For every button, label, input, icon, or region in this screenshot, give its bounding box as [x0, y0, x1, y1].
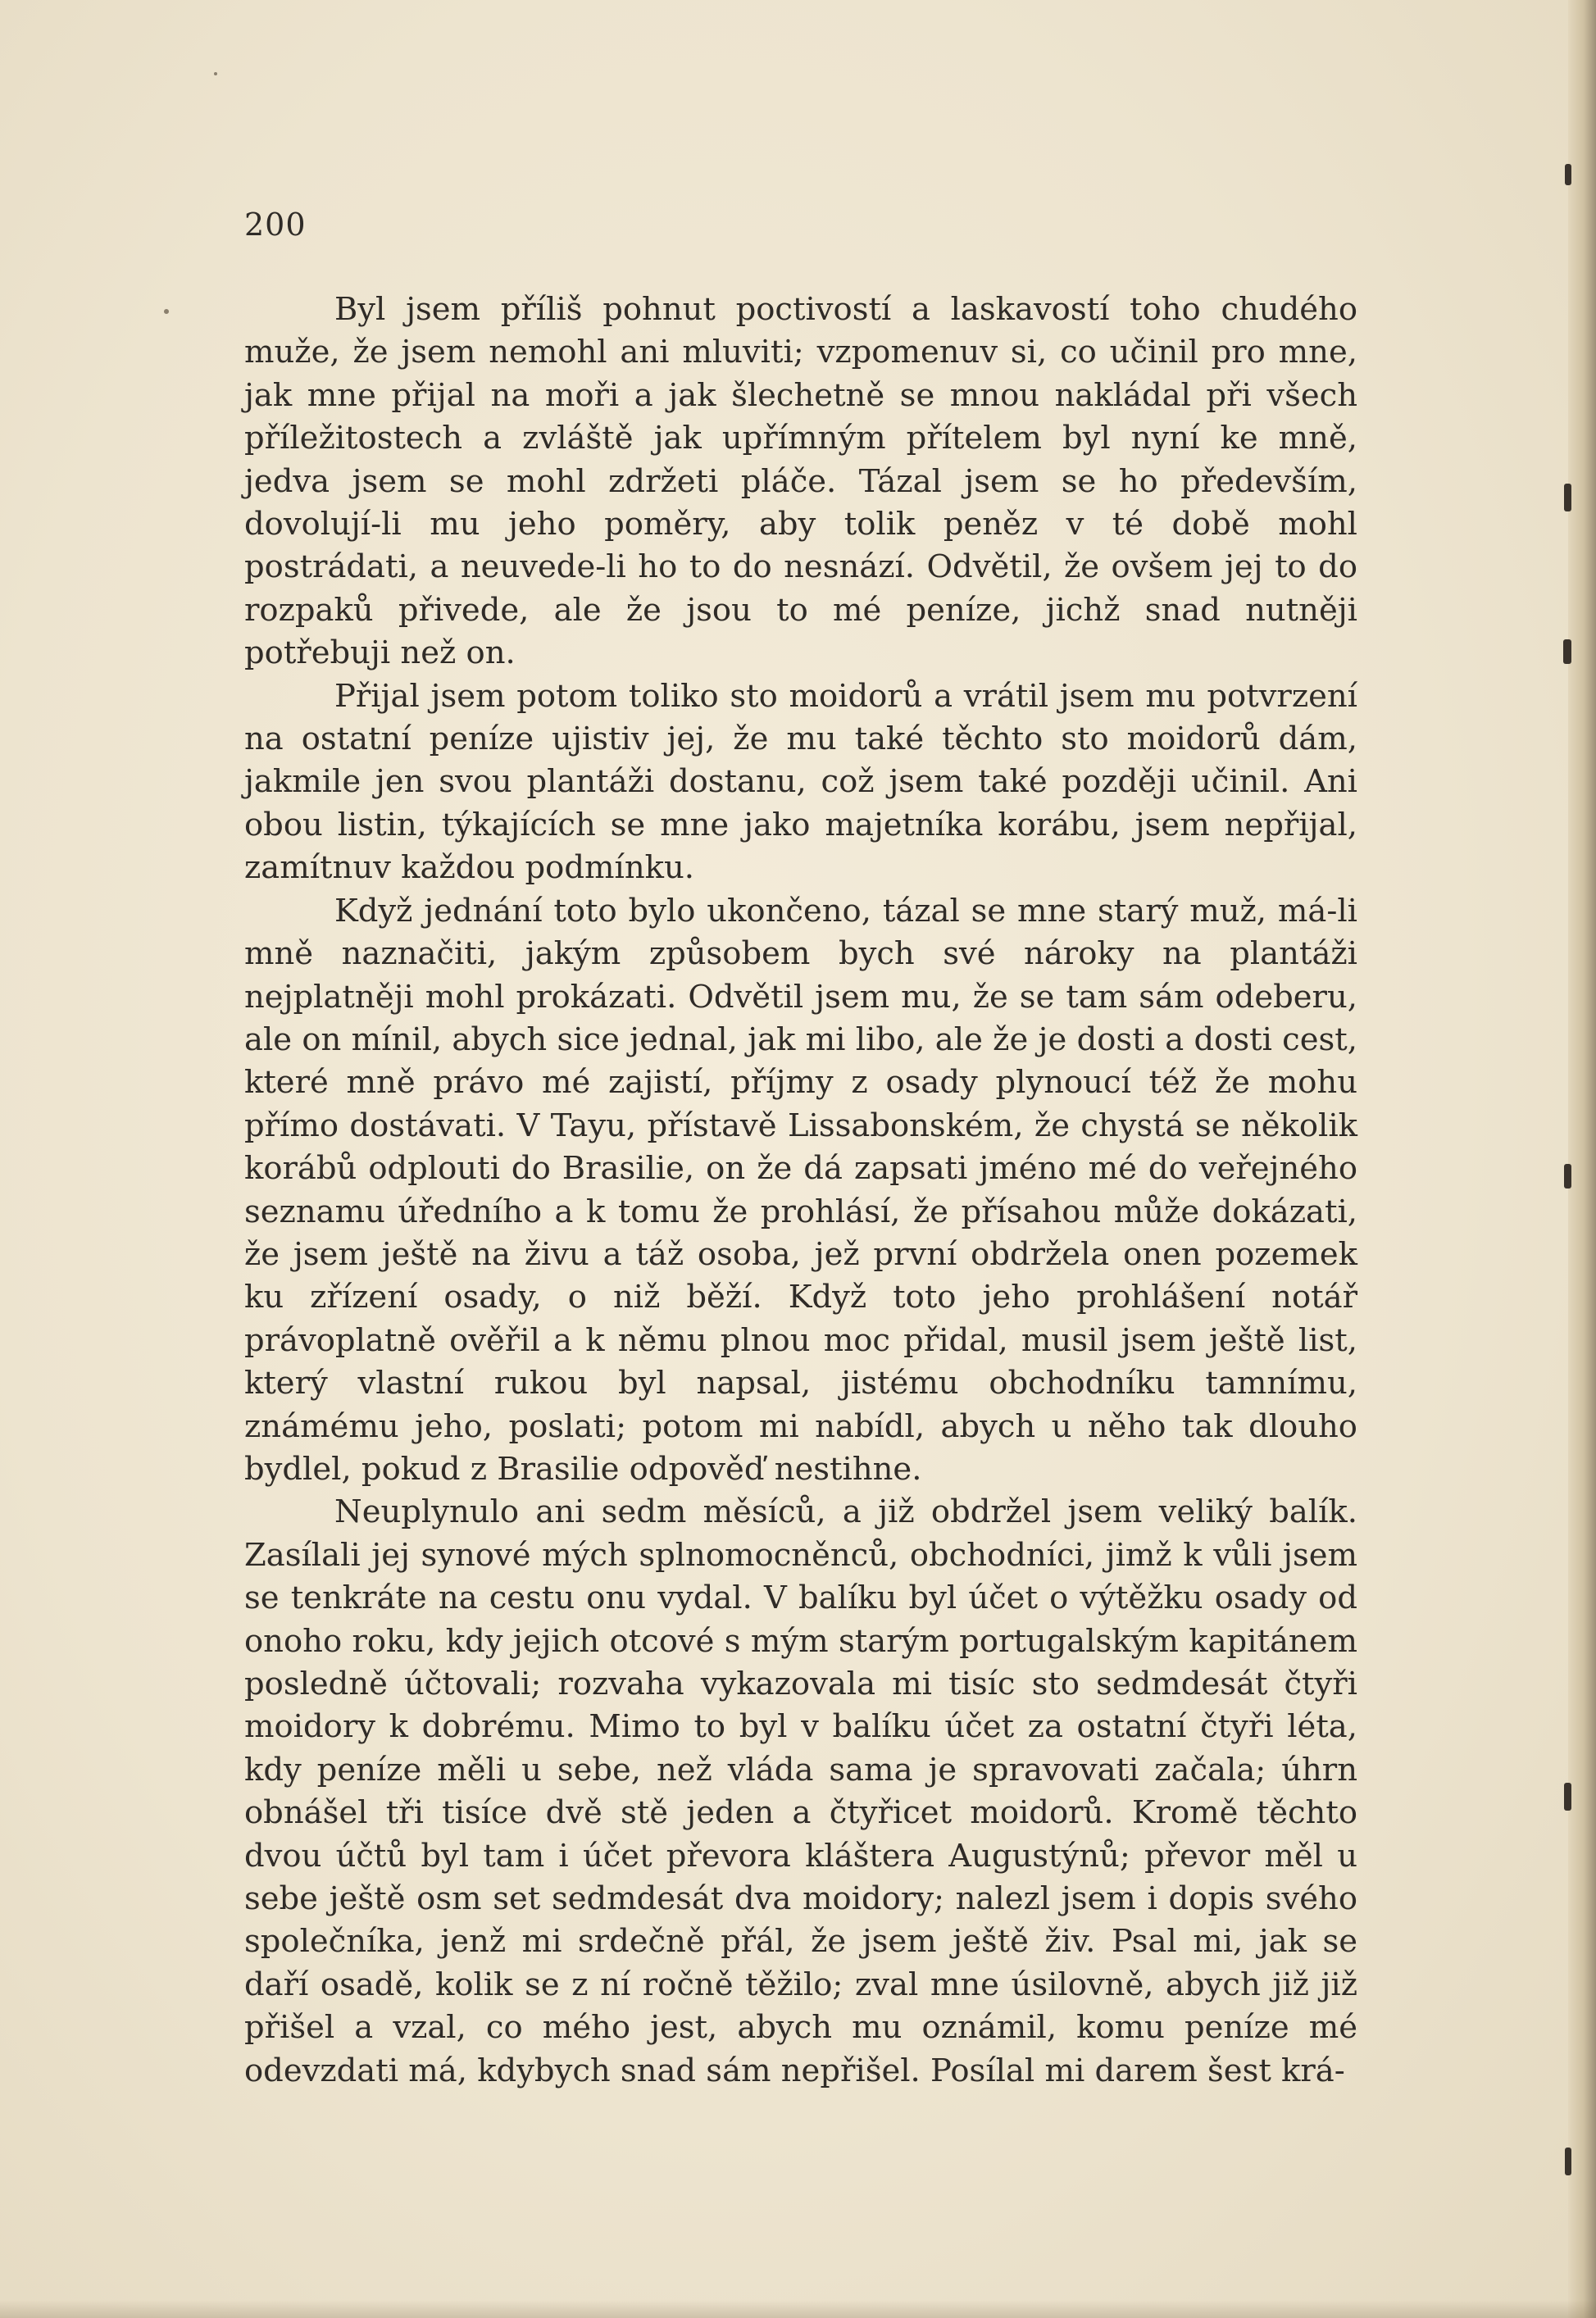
margin-mark	[1563, 639, 1571, 664]
paragraph: Neuplynulo ani sedm měsíců, a již obdržel jsem veliký balík. Zasílali jej synové mých splnomocněnců, obchodníci, jimž k vůli jsem se tenkráte na cestu onu vydal. V balíku byl účet o výtěžku osady od onoho roku, kdy jejich otcové s mým starým portugalským kapitánem posledně účtovali; rozvaha vykazovala mi tisíc sto sedmdesát čtyři moidory k dobrému. Mimo to byl v balíku účet za ostatní čtyři léta, kdy peníze měli u sebe, než vláda sama je spravovati začala; úhrn obnášel tři tisíce dvě stě jeden a čtyřicet moidorů. Kromě těchto dvou účtů byl tam i účet převora kláštera Augustýnů; převor měl u sebe ještě osm set sedmdesát dva moidory; nalezl jsem i dopis svého společníka, jenž mi srdečně přál, že jsem ještě živ. Psal mi, jak se daří osadě, kolik se z ní ročně těžilo; zval mne úsilovně, abych již již přišel a vzal, co mého jest, abych mu oznámil, komu peníze mé odevzdati má, kdybych snad sám nepřišel. Posílal mi darem šest krá-	[244, 1493, 1357, 2089]
ink-speck	[214, 72, 217, 75]
paragraph: Byl jsem příliš pohnut poctivostí a laskavostí toho chudého muže, že jsem nemohl ani mluviti; vzpomenuv si, co učinil pro mne, jak mne přijal na moři a jak šlechetně se mnou nakládal při všech příležitostech a zvláště jak upřímným přítelem byl nyní ke mně, jedva jsem se mohl zdržeti pláče. Tázal jsem se ho především, dovolují-li mu jeho poměry, aby tolik peněz v té době mohl postrádati, a neuvede-li ho to do nesnází. Odvětil, že ovšem jej to do rozpaků přivede, ale že jsou to mé peníze, jichž snad nutněji potřebuji než on.	[244, 291, 1357, 672]
page-number: 200	[244, 207, 307, 243]
paragraph: Přijal jsem potom toliko sto moidorů a vrátil jsem mu potvrzení na ostatní peníze ujistiv jej, že mu také těchto sto moidorů dám, jakmile jen svou plantáži dostanu, což jsem také později učinil. Ani obou listin, týkajících se mne jako majetníka korábu, jsem nepřijal, zamítnuv každou podmínku.	[244, 677, 1357, 887]
paragraph: Když jednání toto bylo ukončeno, tázal se mne starý muž, má-li mně naznačiti, jakým způsobem bych své nároky na plantáži nejplatněji mohl prokázati. Odvětil jsem mu, že se tam sám odeberu, ale on mínil, abych sice jednal, jak mi libo, ale že je dosti a dosti cest, které mně právo mé zajistí, příjmy z osady plynoucí též že mohu přímo dostávati. V Tayu, přístavě Lissabonském, že chystá se několik korábů odplouti do Brasilie, on že dá zapsati jméno mé do veřejného seznamu úředního a k tomu že prohlásí, že přísahou může dokázati, že jsem ještě na živu a táž osoba, jež první obdržela onen pozemek ku zřízení osady, o niž běží. Když toto jeho prohlášení notář právoplatně ověřil a k němu plnou moc přidal, musil jsem ještě list, který vlastní rukou byl napsal, jistému obchodníku tamnímu, známému jeho, poslati; potom mi nabídl, abych u něho tak dlouho bydlel, pokud z Brasilie odpověď nestihne.	[244, 892, 1357, 1488]
margin-mark	[1565, 164, 1571, 185]
ink-speck	[164, 309, 169, 314]
margin-mark	[1565, 2148, 1571, 2175]
margin-mark	[1564, 1783, 1571, 1811]
margin-mark	[1564, 1164, 1571, 1189]
page-edge-shadow	[1568, 0, 1596, 2318]
body-text	[244, 289, 1357, 2093]
page-bottom-shadow	[0, 2300, 1596, 2318]
margin-mark	[1564, 484, 1571, 511]
